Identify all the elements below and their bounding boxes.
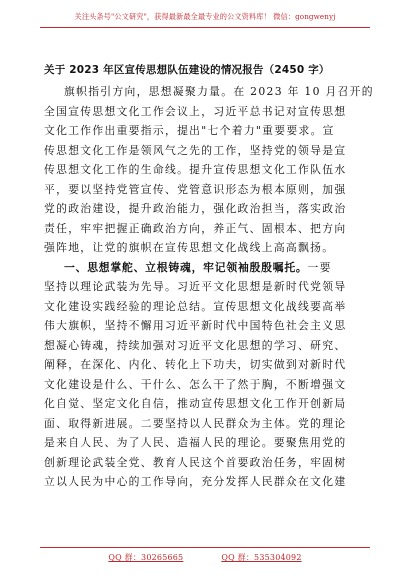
paragraph-line: 立以人民为中心的工作导向，充分发挥人民群众在文化建 [44,475,347,488]
paragraph-line: 想凝心铸魂，持续加强对习近平文化思想的学习、研究、 [44,338,347,352]
paragraph-line: 强阵地，让党的旗帜在宣传思想文化战线上高高飘扬。 [44,241,335,254]
qq-group-2-label: QQ 群： [221,553,255,562]
paragraph-line: 责任，牢牢把握正确政治方向，养正气、固根本、把方向 [44,221,347,235]
paragraph-line: 文化建设实践经验的理论总结。宣传思想文化战线要高举 [44,299,347,313]
paragraph-line: 传思想文化工作是领风气之先的工作，坚持党的领导是宣 [44,143,347,157]
qq-group-1-label: QQ 群： [108,553,142,562]
footer-divider [40,547,370,548]
section-heading-line [44,258,378,278]
paragraph-line: 文化工作作出重要指示，提出"七个着力"重要要求。宣 [44,124,335,137]
paragraph-line: 创新理论武装全党、教育人民这个首要政治任务，牢固树 [44,455,347,469]
paragraph-line: 阐释，在深化、内化、转化上下功夫，切实做到对新时代 [44,358,347,371]
footer-banner [40,547,370,563]
paragraph-line: 党的政治建设，提升政治能力，强化政治担当，落实政治 [44,202,347,215]
paragraph-line: 伟大旗帜，坚持不懈用习近平新时代中国特色社会主义思 [44,319,347,332]
paragraph-line: 文化建设是什么、干什么、怎么干了然于胸，不断增强文 [44,377,347,391]
document-title: 关于 2023 年区宣传思想队伍建设的情况报告（2450 字） [44,64,330,76]
header-divider [40,27,370,28]
paragraph-line: 平，要以坚持党管宣传、党管意识形态为根本原则，加强 [44,182,347,196]
paragraph-line: 化自觉、坚定文化自信，推动宣传思想文化工作开创新局 [44,397,347,410]
paragraph-line: 坚持以理论武装为先导。习近平文化思想是新时代党领导 [44,280,347,293]
qq-group-1-number[interactable]: 30265665 [141,553,184,562]
qq-group-2-number[interactable]: 535304092 [254,553,302,562]
paragraph-line: 面、取得新进展。二要坚持以人民群众为主体。党的理论 [44,416,347,430]
footer-contact [40,552,370,563]
paragraph-line: 旗帜指引方向，思想凝聚力量。在 2023 年 10 月召开的 [64,85,374,98]
document-body [44,82,378,492]
paragraph-line: 是来自人民、为了人民、造福人民的理论。要聚焦用党的 [44,436,347,449]
header-banner [40,12,370,28]
header-promo-text: 关注头条号"公文研究"，获得最新最全最专业的公文资料库！ 微信：gongwenyj [74,12,336,21]
paragraph-line: 传思想文化工作的生命线。提升宣传思想文化工作队伍水 [44,163,347,176]
section-heading: 一、思想掌舵、立根铸魂，牢记领袖殷殷嘱托。 [64,260,308,274]
section-heading-tail: 一要 [307,260,332,274]
paragraph-line: 全国宣传思想文化工作会议上，习近平总书记对宣传思想 [44,104,347,118]
